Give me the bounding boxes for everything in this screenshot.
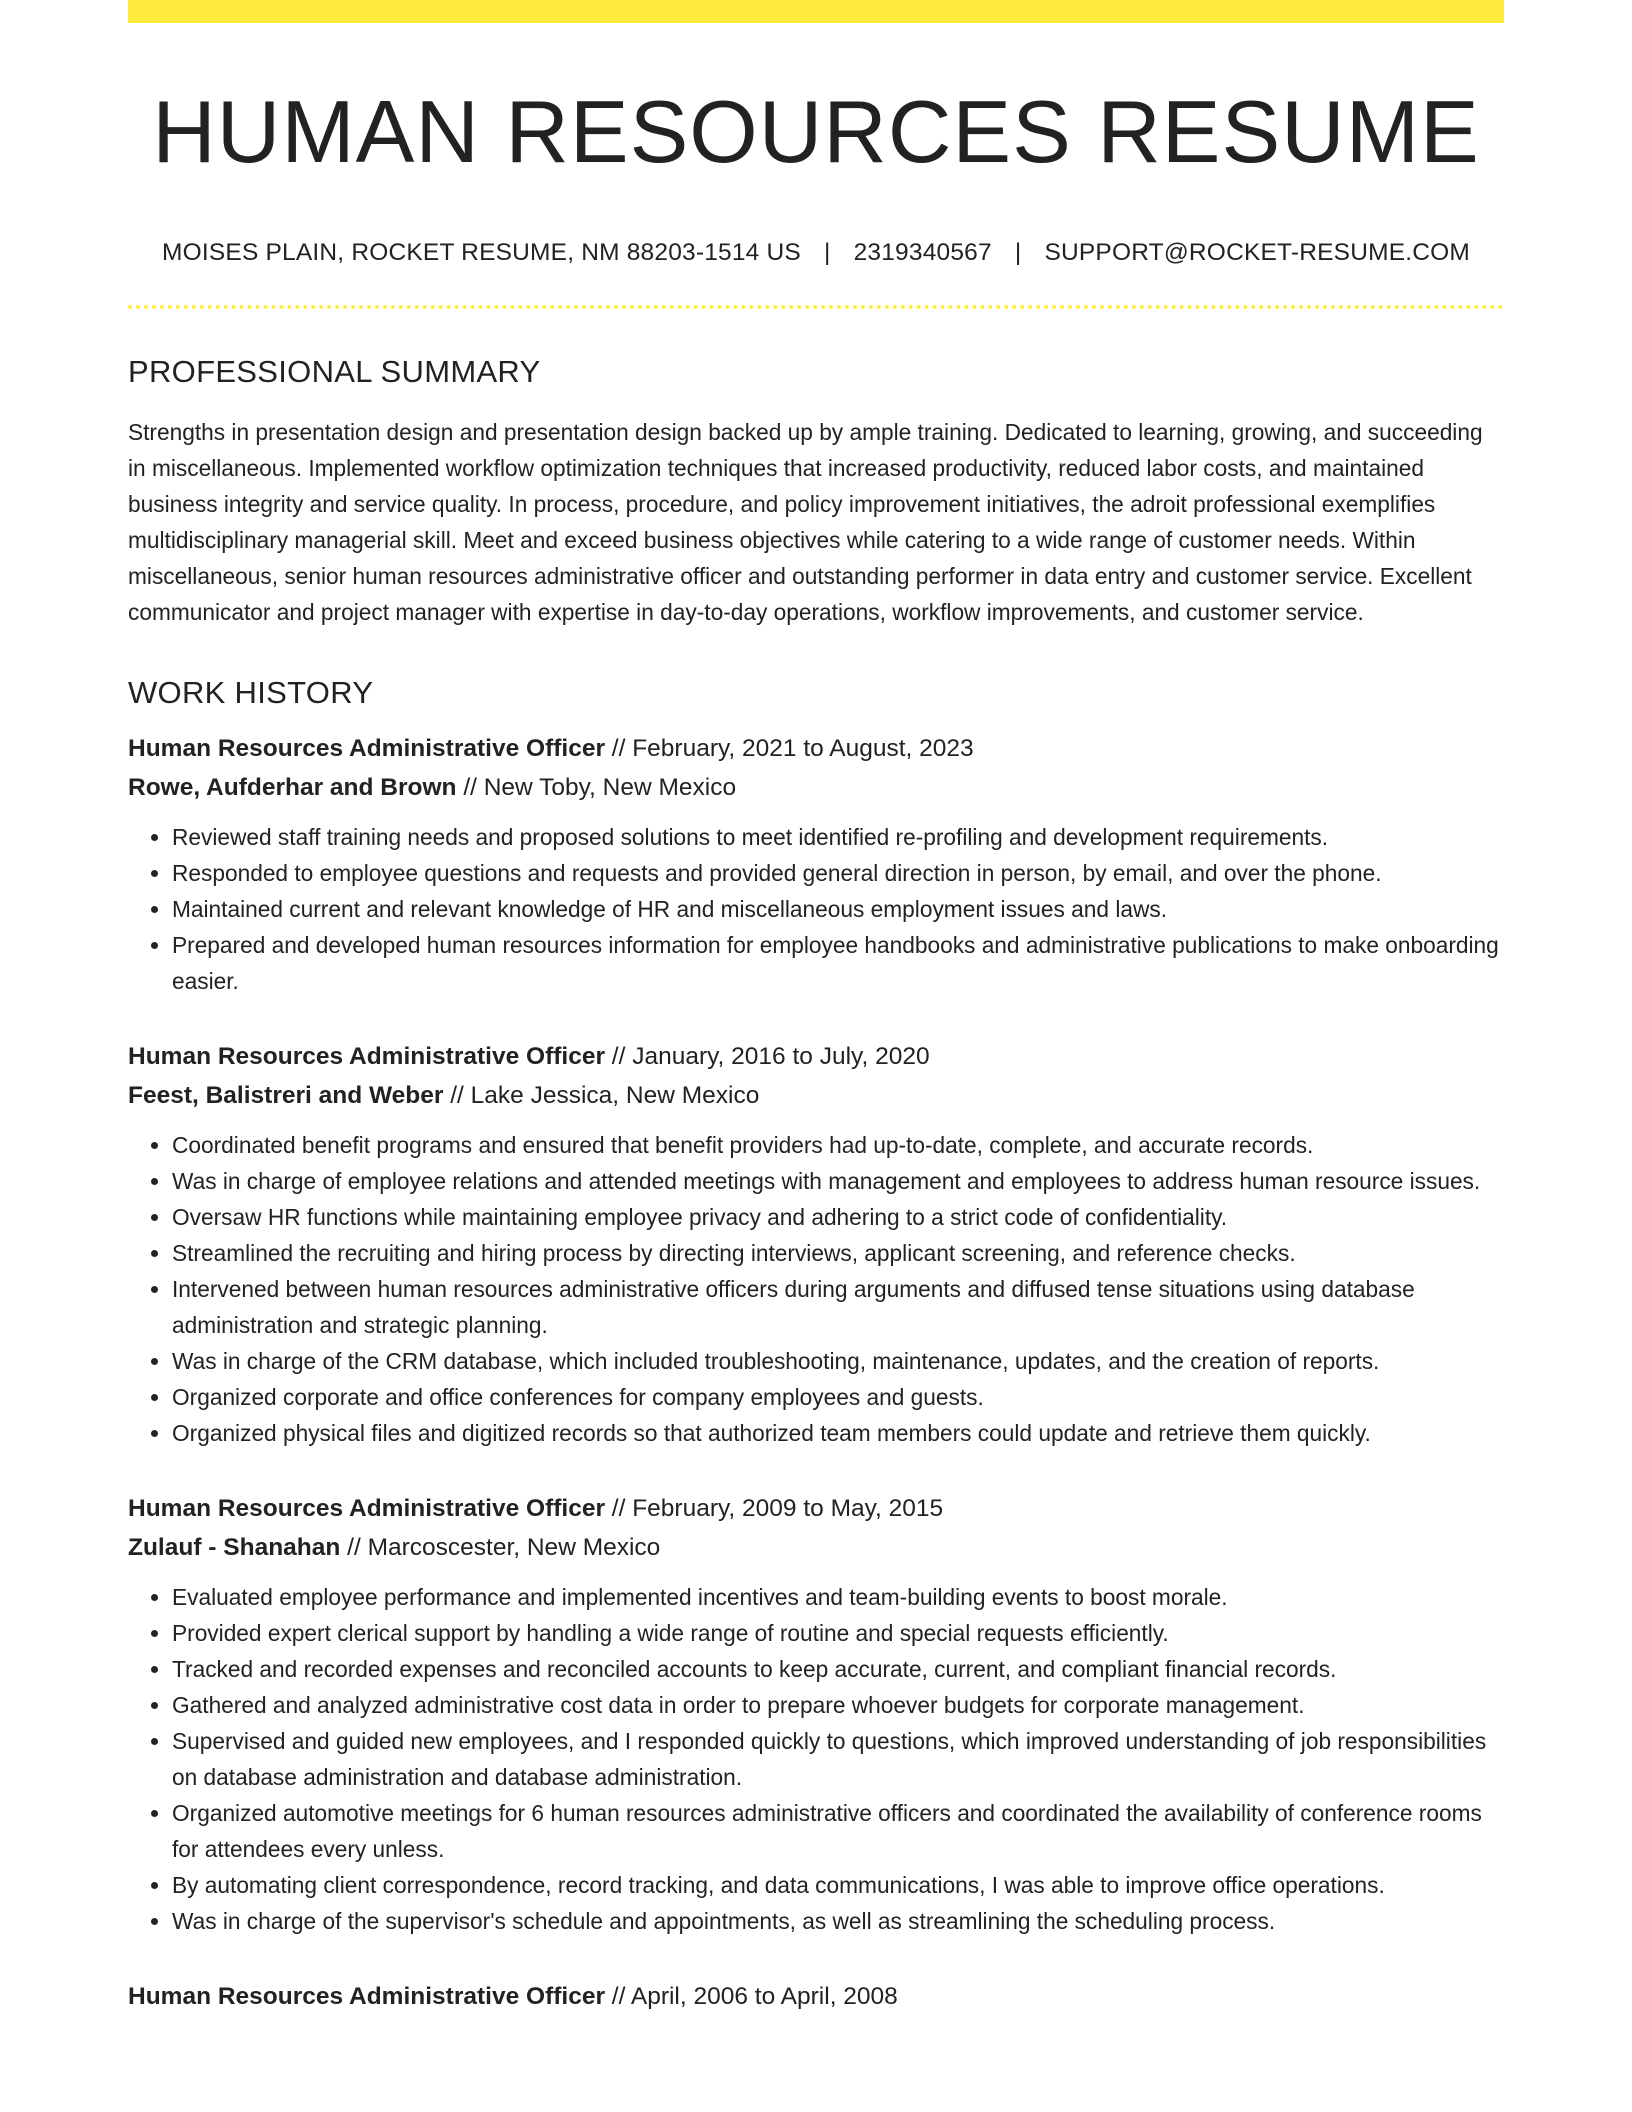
job-bullet: • Intervened between human resources administrative officers during arguments and diffused tense situations using database administration and strategic planning. bbox=[172, 1271, 1504, 1343]
job-bullet: • Was in charge of employee relations and attended meetings with management and employees to address human resource issues. bbox=[172, 1163, 1504, 1199]
job-title: Human Resources Administrative Officer bbox=[128, 735, 605, 763]
job-bullets bbox=[128, 1579, 1504, 1939]
job-bullet: • By automating client correspondence, record tracking, and data communications, I was able to improve office operations. bbox=[172, 1867, 1504, 1903]
job-title-line bbox=[128, 1977, 1504, 2016]
contact-phone: 2319340567 bbox=[853, 238, 992, 266]
contact-separator: | bbox=[823, 238, 831, 266]
job-company: Zulauf - Shanahan bbox=[128, 1534, 341, 1562]
job-bullets bbox=[128, 1127, 1504, 1451]
job-bullet: • Provided expert clerical support by handling a wide range of routine and special requests efficiently. bbox=[172, 1615, 1504, 1651]
job-location: // Marcoscester, New Mexico bbox=[340, 1534, 661, 1562]
job-bullet: • Streamlined the recruiting and hiring process by directing interviews, applicant screening, and reference checks. bbox=[172, 1235, 1504, 1271]
job-title-line bbox=[128, 1489, 1504, 1528]
dotted-divider bbox=[128, 305, 1504, 309]
job-bullet: • Organized physical files and digitized records so that authorized team members could update and retrieve them quickly. bbox=[172, 1415, 1504, 1451]
job-dates: // January, 2016 to July, 2020 bbox=[604, 1043, 930, 1071]
job-bullet: • Was in charge of the CRM database, which included troubleshooting, maintenance, updates, and the creation of reports. bbox=[172, 1343, 1504, 1379]
contact-line bbox=[128, 238, 1504, 267]
job-entry bbox=[128, 1037, 1504, 1451]
job-entry bbox=[128, 1977, 1504, 2016]
job-bullet: • Organized corporate and office conferences for company employees and guests. bbox=[172, 1379, 1504, 1415]
resume-title: HUMAN RESOURCES RESUME bbox=[152, 82, 1480, 181]
job-company: Rowe, Aufderhar and Brown bbox=[128, 774, 457, 802]
job-bullet: • Maintained current and relevant knowledge of HR and miscellaneous employment issues and laws. bbox=[172, 891, 1504, 927]
job-dates: // February, 2009 to May, 2015 bbox=[604, 1495, 944, 1523]
job-bullet: • Coordinated benefit programs and ensured that benefit providers had up-to-date, complete, and accurate records. bbox=[172, 1127, 1504, 1163]
summary-text: Strengths in presentation design and presentation design backed up by ample training. Dedicated to learning, growing, and succeeding in miscellaneous. Implemented workflow optimization techniques that increased productivity, reduced labor costs, and maintained business integrity and service quality. In process, procedure, and policy improvement initiatives, the adroit professional exemplifies multidisciplinary managerial skill. Meet and exceed business objectives while catering to a wide range of customer needs. Within miscellaneous, senior human resources administrative officer and outstanding performer in data entry and customer service. Excellent communicator and project manager with expertise in day-to-day operations, workflow improvements, and customer service. bbox=[128, 419, 1483, 626]
job-bullet: • Responded to employee questions and requests and provided general direction in person, by email, and over the phone. bbox=[172, 855, 1504, 891]
job-dates: // April, 2006 to April, 2008 bbox=[604, 1983, 898, 2011]
job-entry bbox=[128, 1489, 1504, 1939]
job-bullet: • Gathered and analyzed administrative cost data in order to prepare whoever budgets for corporate management. bbox=[172, 1687, 1504, 1723]
summary-heading: PROFESSIONAL SUMMARY bbox=[128, 353, 541, 389]
job-company-line bbox=[128, 768, 1504, 807]
job-bullet: • Oversaw HR functions while maintaining employee privacy and adhering to a strict code of confidentiality. bbox=[172, 1199, 1504, 1235]
accent-top-bar bbox=[128, 0, 1504, 23]
job-location: // New Toby, New Mexico bbox=[456, 774, 737, 802]
job-company: Feest, Balistreri and Weber bbox=[128, 1082, 444, 1110]
job-title: Human Resources Administrative Officer bbox=[128, 1983, 605, 2011]
job-title: Human Resources Administrative Officer bbox=[128, 1495, 605, 1523]
job-bullet: • Prepared and developed human resources information for employee handbooks and administrative publications to make onboarding easier. bbox=[172, 927, 1504, 999]
work-history-list bbox=[128, 729, 1504, 2016]
job-bullet: • Organized automotive meetings for 6 human resources administrative officers and coordinated the availability of conference rooms for attendees every unless. bbox=[172, 1795, 1504, 1867]
job-bullet: • Reviewed staff training needs and proposed solutions to meet identified re-profiling and development requirements. bbox=[172, 819, 1504, 855]
job-bullet: • Was in charge of the supervisor's schedule and appointments, as well as streamlining the scheduling process. bbox=[172, 1903, 1504, 1939]
job-bullet: • Tracked and recorded expenses and reconciled accounts to keep accurate, current, and compliant financial records. bbox=[172, 1651, 1504, 1687]
job-location: // Lake Jessica, New Mexico bbox=[443, 1082, 760, 1110]
contact-email: SUPPORT@ROCKET-RESUME.COM bbox=[1044, 238, 1470, 266]
resume-page bbox=[128, 0, 1504, 2016]
job-bullet: • Evaluated employee performance and implemented incentives and team-building events to boost morale. bbox=[172, 1579, 1504, 1615]
contact-address: MOISES PLAIN, ROCKET RESUME, NM 88203-1514 US bbox=[162, 238, 801, 266]
job-company-line bbox=[128, 1076, 1504, 1115]
job-bullet: • Supervised and guided new employees, and I responded quickly to questions, which improved understanding of job responsibilities on database administration and database administration. bbox=[172, 1723, 1504, 1795]
job-company-line bbox=[128, 1528, 1504, 1567]
job-title-line bbox=[128, 1037, 1504, 1076]
job-entry bbox=[128, 729, 1504, 999]
job-dates: // February, 2021 to August, 2023 bbox=[604, 735, 974, 763]
job-title-line bbox=[128, 729, 1504, 768]
work-history-heading: WORK HISTORY bbox=[128, 675, 374, 711]
job-title: Human Resources Administrative Officer bbox=[128, 1043, 605, 1071]
job-bullets bbox=[128, 819, 1504, 999]
contact-separator: | bbox=[1014, 238, 1022, 266]
